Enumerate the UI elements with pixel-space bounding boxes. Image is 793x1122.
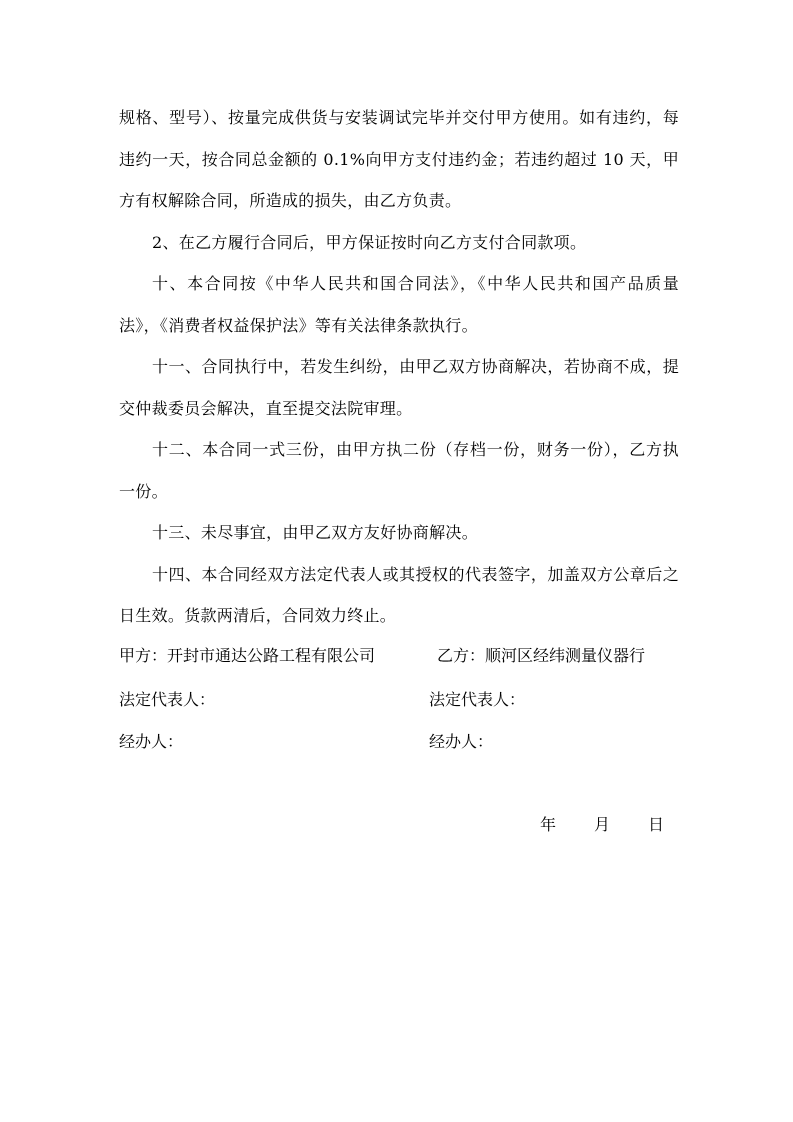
party-a-agent-label: 经办人： [119, 732, 184, 751]
signature-parties-row [119, 644, 679, 668]
agent-row [119, 730, 679, 754]
paragraph-clause-13: 十三、未尽事宜，由甲乙双方友好协商解决。 [152, 523, 479, 542]
date-day-label: 日 [648, 815, 665, 834]
date-year-label: 年 [540, 815, 557, 834]
paragraph-clause-14: 十四、本合同经双方法定代表人或其授权的代表签字，加盖双方公章后之日生效。货款两清后，合同效力终止。 [119, 564, 679, 625]
legal-representative-row [119, 688, 679, 712]
party-b-agent-label: 经办人： [429, 732, 494, 751]
paragraph-clause-12: 十二、本合同一式三份，由甲方执二份（存档一份，财务一份），乙方执一份。 [119, 440, 679, 501]
party-a-name: 甲方：开封市通达公路工程有限公司 [119, 646, 376, 665]
paragraph-payment-guarantee: 2、在乙方履行合同后，甲方保证按时向乙方支付合同款项。 [152, 232, 587, 252]
date-month-label: 月 [594, 815, 611, 834]
party-b-legal-rep-label: 法定代表人： [429, 690, 526, 709]
party-b-name: 乙方：顺河区经纬测量仪器行 [437, 646, 646, 665]
party-a-legal-rep-label: 法定代表人： [119, 690, 216, 709]
contract-body [119, 97, 679, 637]
paragraph-clause-10: 十、本合同按《中华人民共和国合同法》，《中华人民共和国产品质量法》，《消费者权益保护法》等有关法律条款执行。 [119, 274, 679, 335]
paragraph-clause-11: 十一、合同执行中，若发生纠纷，由甲乙双方协商解决，若协商不成，提交仲裁委员会解决，直至提交法院审理。 [119, 357, 679, 418]
signing-date [540, 813, 664, 837]
paragraph-delivery-penalty: 规格、型号）、按量完成供货与安装调试完毕并交付甲方使用。如有违约，每违约一天，按合同总金额的 0.1%向甲方支付违约金；若违约超过 10 天，甲方有权解除合同，所造成的损失，由乙方负责。 [119, 108, 679, 210]
